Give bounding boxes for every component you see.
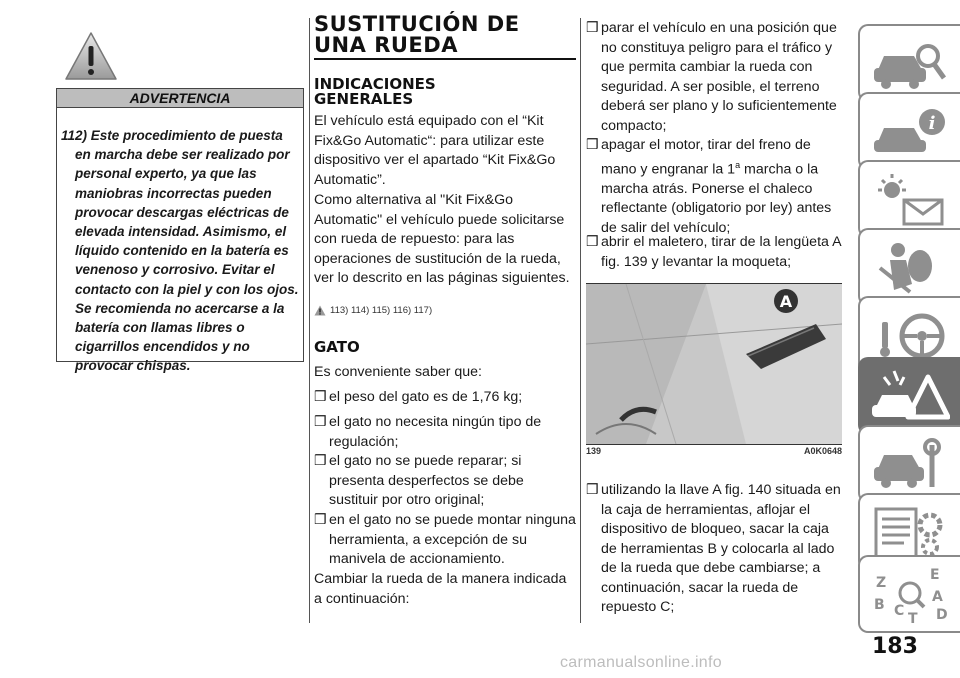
paragraph-kit: El vehículo está equipado con el “Kit Fix&Go Automatic“: para utilizar este dispositivo ver el apartado “Kit Fix&Go Automatic”.	[314, 113, 556, 188]
tab-car-info[interactable]	[858, 92, 960, 170]
figure-139	[586, 283, 842, 445]
references-text: 113) 114) 115) 116) 117)	[330, 305, 433, 316]
tab-car-search[interactable]	[858, 24, 960, 102]
svg-text:Z: Z	[876, 575, 887, 591]
tab-maintenance[interactable]	[858, 425, 960, 503]
title-rule	[314, 58, 576, 60]
list-item: ❒ el gato no necesita ningún tipo de regulación;	[314, 414, 542, 450]
gato-intro: Es conveniente saber que:	[314, 364, 482, 380]
car-search-icon	[870, 34, 950, 94]
warning-title: ADVERTENCIA	[56, 88, 304, 108]
svg-text:C: C	[894, 603, 905, 619]
column-divider	[309, 18, 310, 623]
paragraph-alternative: Como alternativa al "Kit Fix&Go Automatic" el vehículo puede solicitarse con rueda de repuesto: para las operaciones de sustitución de la rueda, ver lo descrito en las páginas siguientes.	[314, 192, 570, 286]
figure-label-a: A	[779, 292, 793, 311]
maintenance-car-icon	[870, 435, 950, 495]
svg-text:E: E	[930, 567, 940, 583]
list-item: ❒ el gato no se puede reparar; si presenta desperfectos se debe sustituir por otro original;	[314, 453, 524, 508]
watermark: carmanualsonline.info	[560, 654, 722, 671]
svg-text:A: A	[932, 589, 943, 605]
list-item: ❒ utilizando la llave A fig. 140 situada en la caja de herramientas, aflojar el dispositivo de bloqueo, sacar la caja de herramientas B y colocarla al lado de la rueda que debe cambiarse; a continuación, sacar la rueda de repuesto C;	[586, 482, 841, 615]
section-title: SUSTITUCIÓN DE UNA RUEDA	[314, 12, 520, 57]
column-divider	[580, 18, 581, 623]
tab-dashboard-lights[interactable]	[858, 160, 960, 238]
technical-data-icon	[870, 503, 950, 563]
svg-text:B: B	[874, 597, 885, 613]
list-item: ❒ parar el vehículo en una posición que no constituya peligro para el tráfico y que permita cambiar la rueda con seguridad. A ser posible, el terreno deberá ser plano y lo suficientemente compacto;	[586, 20, 837, 134]
airbag-safety-icon	[870, 238, 950, 298]
svg-text:D: D	[936, 607, 948, 623]
subsection-title: INDICACIONES GENERALES	[314, 75, 436, 108]
warning-box	[56, 108, 304, 374]
figure-code: A0K0648	[803, 446, 842, 456]
small-warning-icon	[314, 305, 326, 316]
index-icon	[870, 565, 950, 625]
gato-title: GATO	[314, 338, 360, 356]
list-item: ❒ en el gato no se puede montar ninguna herramienta, a excepción de su manivela de accionamiento.	[314, 512, 576, 567]
figure-number: 139	[586, 446, 602, 456]
list-item: ❒ apagar el motor, tirar del freno de mano y engranar la 1$^a$ marcha o la marcha atrás. Ponerse el chaleco reflectante (obligatorio por ley) antes de salir del vehículo;	[586, 137, 832, 236]
warning-references	[314, 305, 432, 316]
dashboard-lights-icon	[870, 170, 950, 230]
trunk-photo	[586, 284, 842, 444]
svg-text:i: i	[928, 113, 936, 134]
page-number: 183	[872, 634, 918, 659]
car-info-icon	[870, 102, 950, 162]
emergency-warning-icon	[870, 367, 950, 427]
list-item: ❒ el peso del gato es de 1,76 kg;	[314, 389, 523, 405]
warning-text: 112) Este procedimiento de puesta en marcha debe ser realizado por personal experto, ya que las maniobras incorrectas pueden provocar descargas eléctricas de elevada intensidad. Asimismo, el líquido contenido en la batería es venenoso y corrosivo. Evitar el contacto con la piel y con los ojos. Se recomienda no acercarse a la batería con llamas libres o cigarrillos encendidos y no provocar chispas.	[61, 128, 299, 374]
tab-emergency[interactable]	[858, 357, 960, 435]
svg-text:T: T	[908, 611, 918, 625]
gato-outro: Cambiar la rueda de la manera indicada a continuación:	[314, 571, 567, 607]
figure-caption	[586, 446, 842, 456]
warning-triangle-icon	[64, 30, 118, 82]
list-item: ❒ abrir el maletero, tirar de la lengüeta A fig. 139 y levantar la moqueta;	[586, 234, 841, 270]
tab-airbag-safety[interactable]	[858, 228, 960, 306]
tab-index[interactable]	[858, 555, 960, 633]
